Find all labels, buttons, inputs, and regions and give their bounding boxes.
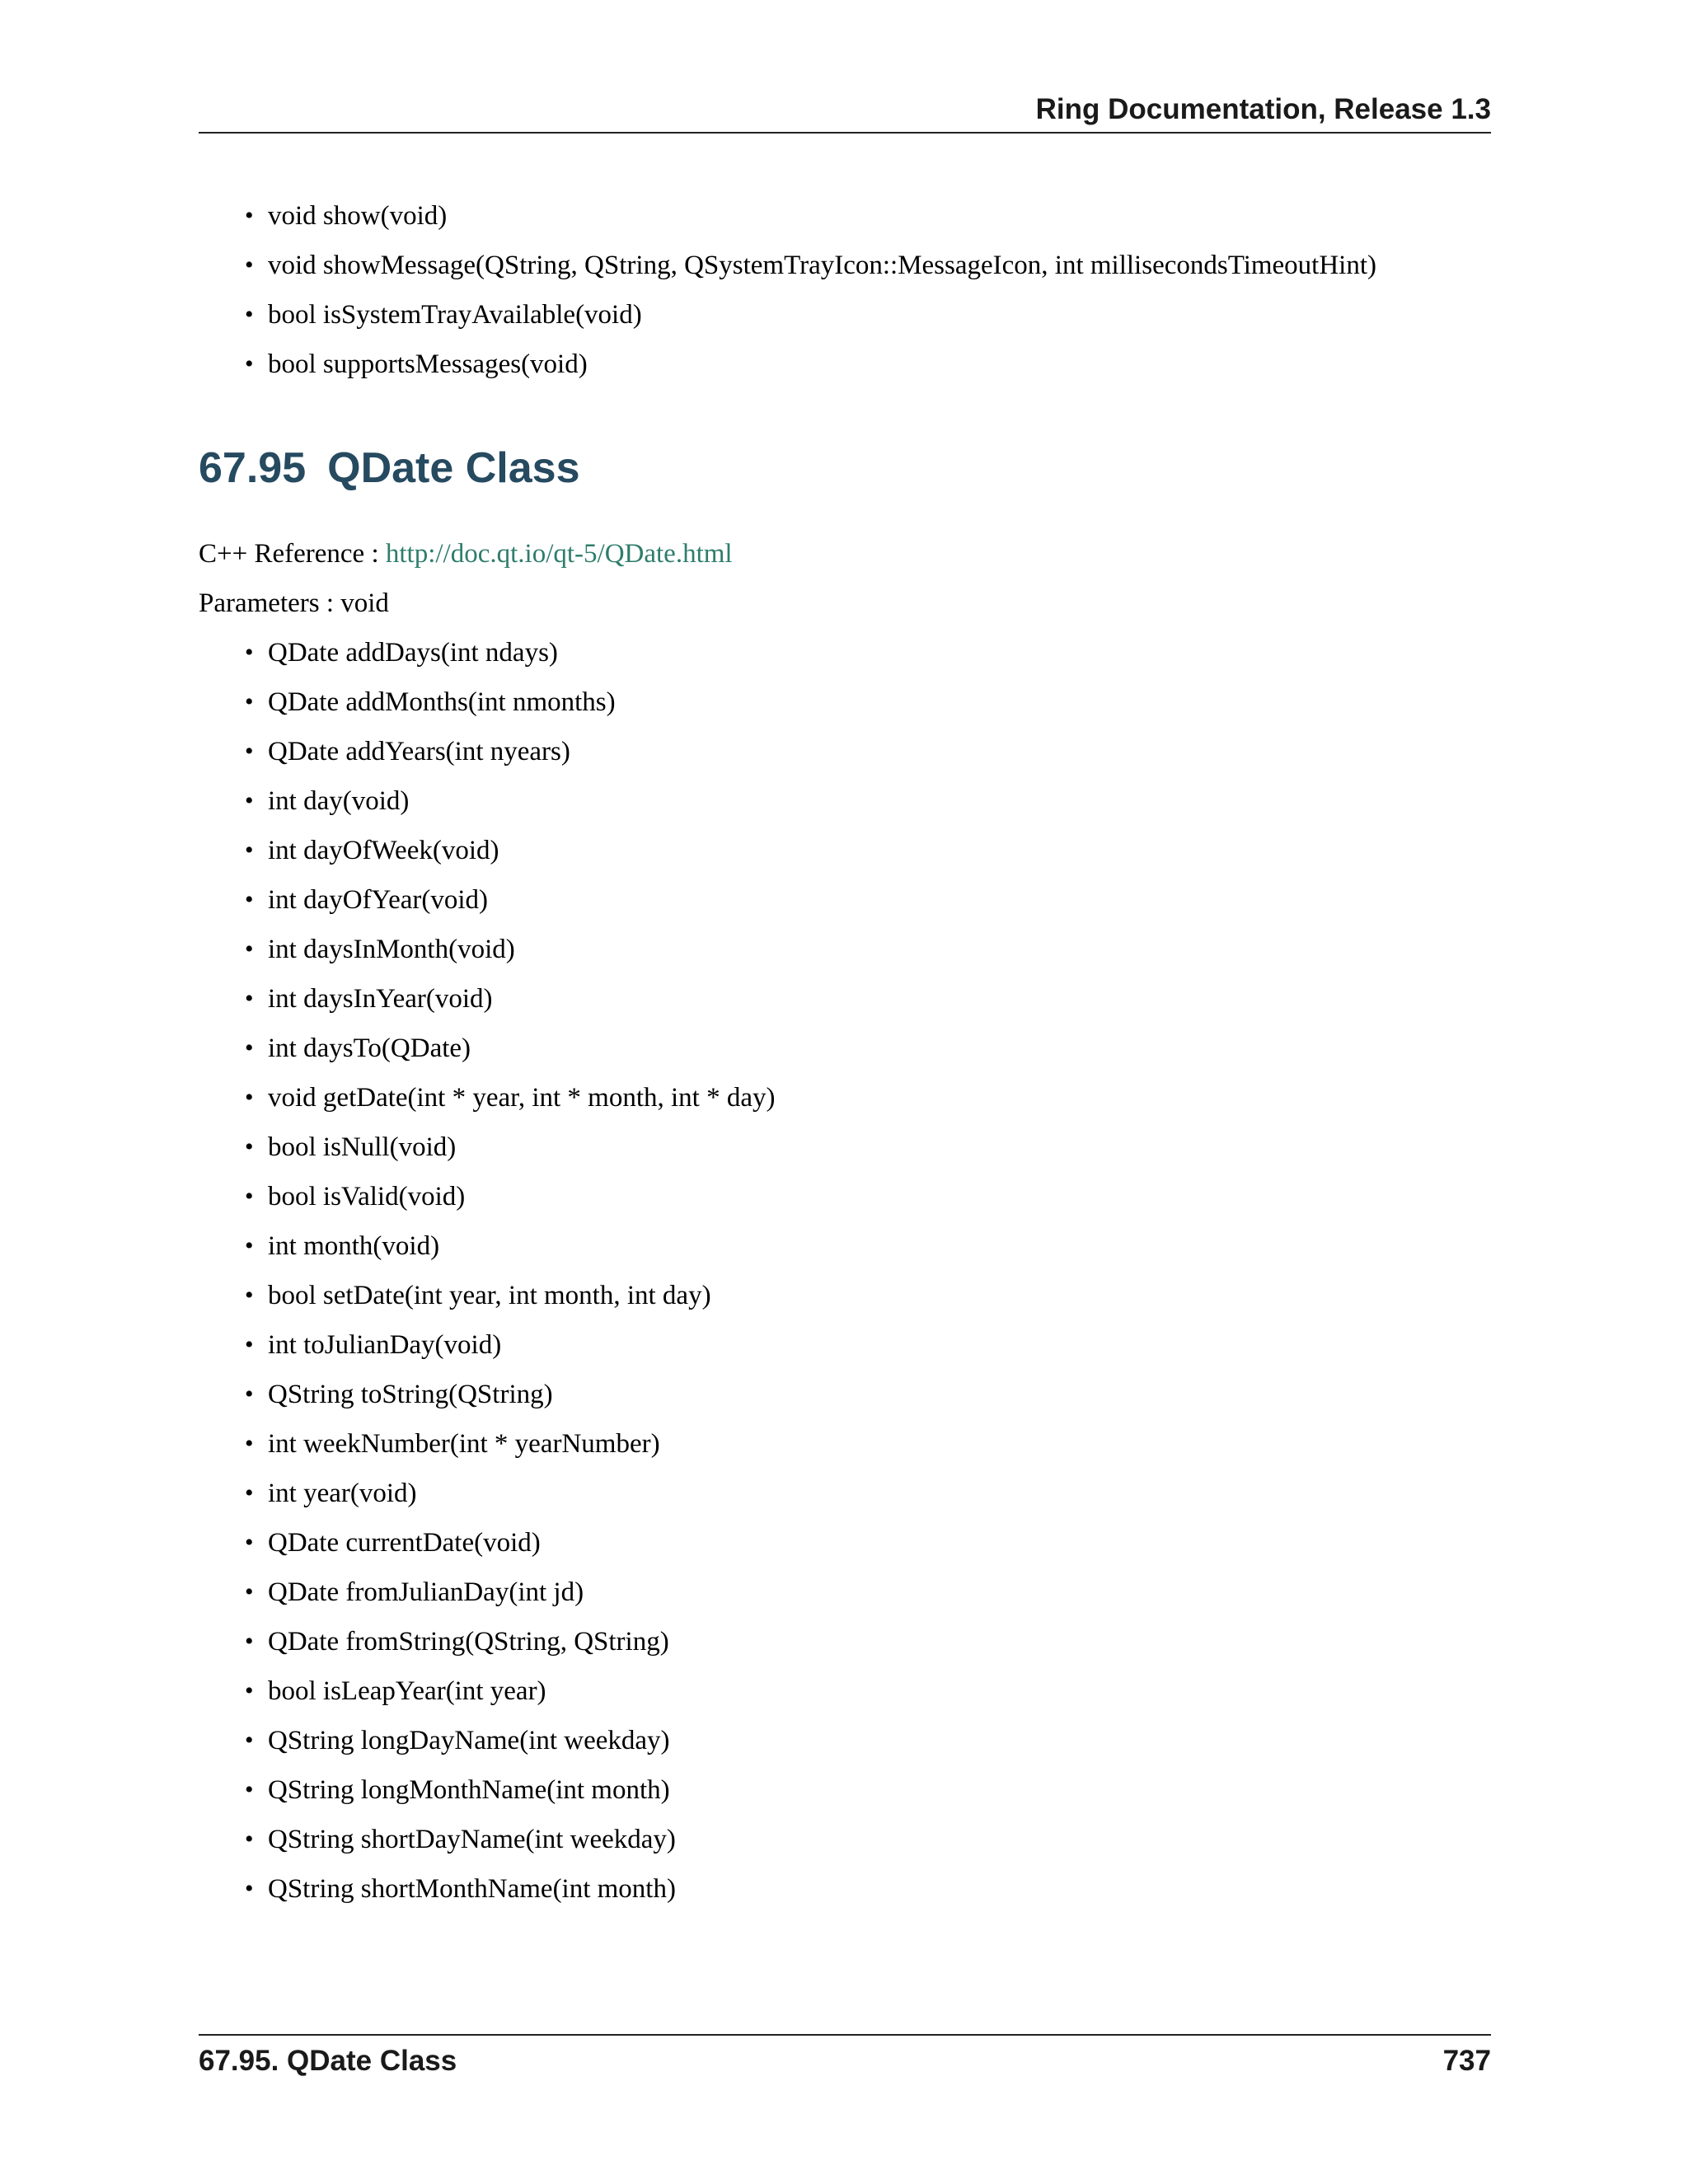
bullet-icon: •: [245, 1578, 254, 1605]
method-signature: int daysInMonth(void): [268, 935, 515, 964]
page-header: [199, 91, 1491, 134]
bullet-icon: •: [245, 1331, 254, 1358]
list-item: [245, 1279, 711, 1312]
method-signature: void getDate(int * year, int * month, int * day): [268, 1083, 776, 1113]
list-item: [245, 1526, 541, 1559]
method-signature: bool isLeapYear(int year): [268, 1676, 546, 1706]
section-heading: [199, 443, 580, 494]
bullet-icon: •: [245, 1677, 254, 1704]
footer-section: 67.95. QDate Class: [199, 2045, 457, 2077]
bullet-icon: •: [245, 1875, 254, 1902]
list-item: [245, 1724, 670, 1757]
list-item: • void showMessage(QString, QString, QSystemTrayIcon::MessageIcon, int millisecondsTimeoutHint): [245, 251, 1377, 280]
document-title: Ring Documentation, Release 1.3: [1035, 93, 1491, 125]
bullet-icon: •: [245, 1084, 254, 1111]
bullet-icon: •: [245, 935, 254, 963]
method-signature: bool isValid(void): [268, 1182, 466, 1212]
reference-label: C++ Reference :: [199, 539, 379, 569]
method-signature: QString shortMonthName(int month): [268, 1874, 676, 1904]
method-signature: QString toString(QString): [268, 1380, 553, 1409]
bullet-icon: •: [245, 1430, 254, 1457]
list-item: • bool isSystemTrayAvailable(void): [245, 300, 642, 330]
bullet-icon: •: [245, 787, 254, 814]
method-signature: QDate fromString(QString, QString): [268, 1627, 669, 1657]
method-signature: int toJulianDay(void): [268, 1330, 502, 1360]
list-item: [245, 1378, 553, 1411]
bullet-icon: •: [245, 1727, 254, 1754]
bullet-icon: •: [245, 301, 254, 328]
reference-link[interactable]: http://doc.qt.io/qt-5/QDate.html: [385, 539, 733, 569]
list-item: [245, 1576, 584, 1609]
parameters-line: Parameters : void: [199, 588, 389, 618]
bullet-icon: •: [245, 738, 254, 765]
bullet-icon: •: [245, 350, 254, 377]
bullet-icon: •: [245, 886, 254, 913]
method-signature: QDate addDays(int ndays): [268, 638, 558, 668]
method-signature: int dayOfYear(void): [268, 885, 489, 915]
method-signature: int day(void): [268, 786, 410, 816]
list-item: [245, 883, 489, 916]
method-signature: bool setDate(int year, int month, int day): [268, 1281, 711, 1310]
reference-line: [199, 537, 733, 570]
page-number: 737: [1442, 2045, 1491, 2077]
list-item: [245, 1872, 676, 1905]
list-item: [245, 1081, 776, 1114]
list-item: [245, 1477, 417, 1510]
method-signature: bool isNull(void): [268, 1132, 457, 1162]
list-item: [245, 636, 558, 669]
list-item: [245, 686, 616, 719]
list-item: [245, 1131, 457, 1164]
bullet-icon: •: [245, 985, 254, 1012]
bullet-icon: •: [245, 837, 254, 864]
bullet-icon: •: [245, 1183, 254, 1210]
list-item: [245, 834, 499, 867]
method-signature: int year(void): [268, 1479, 417, 1508]
bullet-icon: •: [245, 688, 254, 715]
method-signature: int daysInYear(void): [268, 984, 493, 1014]
page-footer: [199, 2034, 1491, 2077]
bullet-icon: •: [245, 1380, 254, 1408]
list-item: [245, 933, 515, 966]
bullet-icon: •: [245, 1529, 254, 1556]
list-item: [245, 1180, 466, 1213]
list-item: [245, 735, 570, 768]
bullet-icon: •: [245, 202, 254, 229]
method-signature: QDate currentDate(void): [268, 1528, 541, 1558]
method-signature: QString longMonthName(int month): [268, 1775, 670, 1805]
method-signature: QDate fromJulianDay(int jd): [268, 1577, 584, 1607]
method-signature: int dayOfWeek(void): [268, 836, 499, 865]
list-item: [245, 1230, 440, 1263]
bullet-icon: •: [245, 1776, 254, 1803]
method-signature: QString shortDayName(int weekday): [268, 1825, 676, 1854]
list-item: • bool supportsMessages(void): [245, 349, 588, 379]
method-signature: int month(void): [268, 1231, 440, 1261]
bullet-icon: •: [245, 1282, 254, 1309]
bullet-icon: •: [245, 1628, 254, 1655]
list-item: [245, 1329, 502, 1361]
list-item: [245, 1823, 676, 1856]
bullet-icon: •: [245, 1034, 254, 1062]
list-item: [245, 982, 493, 1015]
section-title: QDate Class: [327, 444, 580, 492]
list-item: • void show(void): [245, 201, 448, 231]
list-item: [245, 1774, 670, 1807]
method-signature: int daysTo(QDate): [268, 1033, 471, 1063]
section-number: 67.95: [199, 444, 307, 492]
bullet-icon: •: [245, 1825, 254, 1853]
method-signature: int weekNumber(int * yearNumber): [268, 1429, 660, 1459]
bullet-icon: •: [245, 1133, 254, 1160]
method-signature: QDate addYears(int nyears): [268, 737, 570, 766]
list-item: [245, 1032, 471, 1065]
list-item: [245, 785, 410, 818]
bullet-icon: •: [245, 1479, 254, 1507]
method-signature: QDate addMonths(int nmonths): [268, 687, 616, 717]
method-signature: QString longDayName(int weekday): [268, 1726, 670, 1755]
list-item: [245, 1427, 660, 1460]
list-item: [245, 1675, 546, 1708]
bullet-icon: •: [245, 1232, 254, 1259]
bullet-icon: •: [245, 639, 254, 666]
bullet-icon: •: [245, 251, 254, 279]
list-item: [245, 1625, 669, 1658]
